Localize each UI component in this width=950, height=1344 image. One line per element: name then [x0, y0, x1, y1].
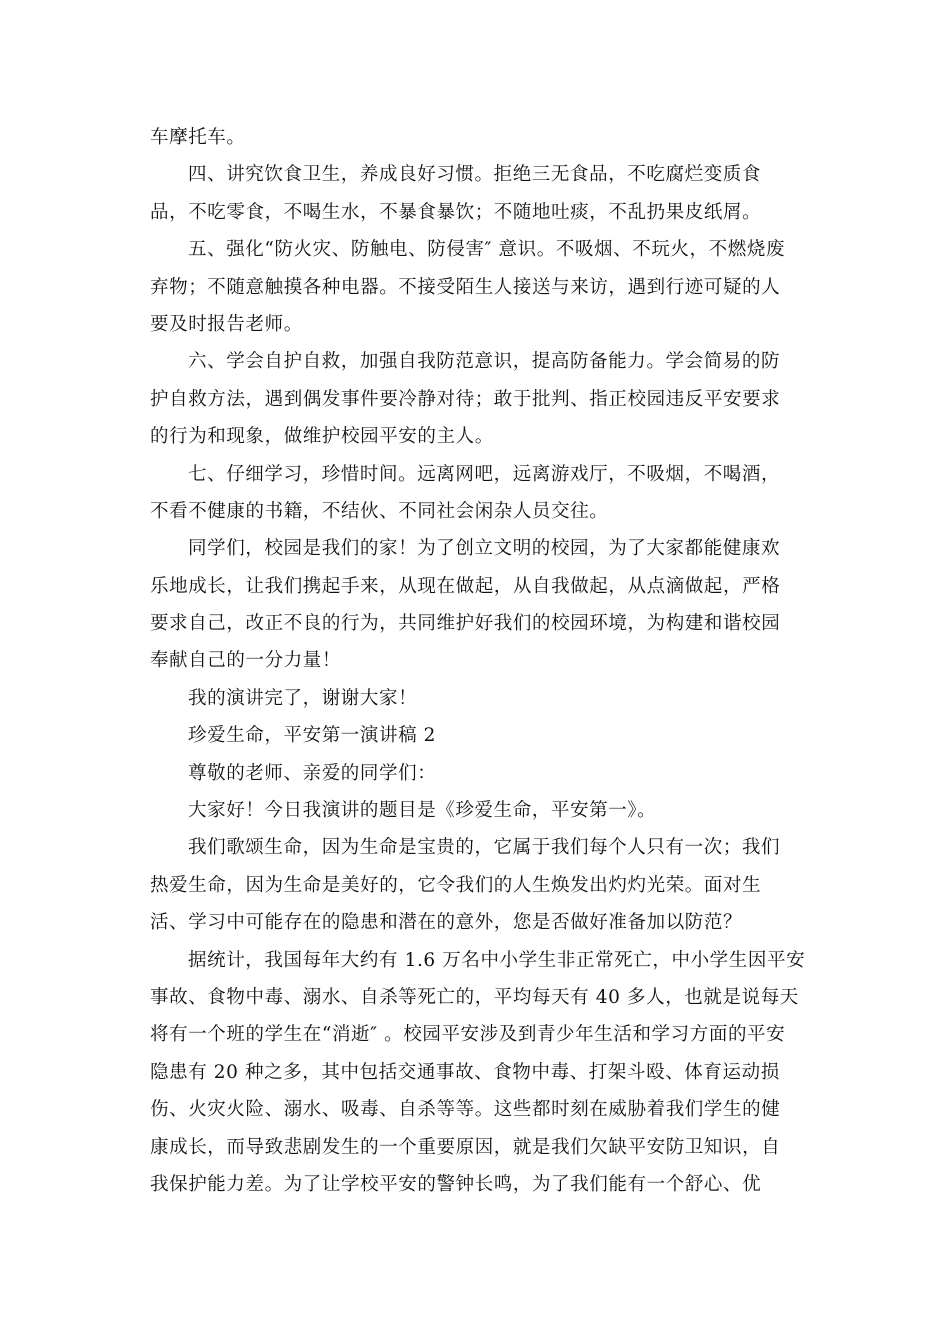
- text-line: 据统计，我国每年大约有 1.6 万名中小学生非正常死亡，中小学生因平安: [188, 949, 806, 971]
- text-line: 七、仔细学习，珍惜时间。远离网吧，远离游戏厅，不吸烟，不喝酒，: [188, 463, 781, 485]
- text-line: 我们歌颂生命，因为生命是宝贵的，它属于我们每个人只有一次；我们: [188, 837, 781, 859]
- text-line: 四、讲究饮食卫生，养成良好习惯。拒绝三无食品，不吃腐烂变质食: [188, 164, 762, 186]
- text-line: 康成长，而导致悲剧发生的一个重要原因，就是我们欠缺平安防卫知识，自: [150, 1136, 781, 1158]
- text-line: 将有一个班的学生在“消逝″ 。校园平安涉及到青少年生活和学习方面的平安: [150, 1024, 786, 1046]
- text-line: 事故、食物中毒、溺水、自杀等死亡的，平均每天有 40 多人，也就是说每天: [150, 986, 799, 1008]
- text-line: 护自救方法，遇到偶发事件要冷静对待；敢于批判、指正校园违反平安要求: [150, 388, 781, 410]
- text-line: 伤、火灾火险、溺水、吸毒、自杀等等。这些都时刻在威胁着我们学生的健: [150, 1099, 781, 1121]
- text-line: 隐患有 20 种之多，其中包括交通事故、食物中毒、打架斗殴、体育运动损: [150, 1061, 780, 1083]
- text-line: 车摩托车。: [150, 127, 246, 148]
- text-line: 大家好！今日我演讲的题目是《珍爱生命，平安第一》。: [188, 800, 657, 822]
- document-body: [150, 119, 806, 1203]
- text-line: 品，不吃零食，不喝生水，不暴食暴饮；不随地吐痰，不乱扔果皮纸屑。: [150, 201, 762, 223]
- text-line: 弃物；不随意触摸各种电器。不接受陌生人接送与来访，遇到行迹可疑的人: [150, 276, 781, 298]
- text-line: 要及时报告老师。: [150, 313, 303, 335]
- text-line: 奉献自己的一分力量！: [150, 650, 342, 672]
- text-line: 活、学习中可能存在的隐患和潜在的意外，您是否做好准备加以防范？: [150, 912, 743, 934]
- text-line: 热爱生命，因为生命是美好的，它令我们的人生焕发出灼灼光荣。面对生: [150, 874, 762, 896]
- salutation: 尊敬的老师、亲爱的同学们：: [188, 762, 437, 784]
- text-line: 同学们，校园是我们的家！为了创立文明的校园，为了大家都能健康欢: [188, 538, 781, 560]
- text-line: 我的演讲完了，谢谢大家！: [188, 687, 418, 709]
- text-line: 乐地成长，让我们携起手来，从现在做起，从自我做起，从点滴做起，严格: [150, 575, 781, 597]
- text-line: 不看不健康的书籍，不结伙、不同社会闲杂人员交往。: [150, 500, 609, 522]
- text-line: 六、学会自护自救，加强自我防范意识，提高防备能力。学会简易的防: [188, 351, 781, 373]
- text-line: 五、强化“防火灾、防触电、防侵害″ 意识。不吸烟、不玩火，不燃烧废: [188, 239, 786, 261]
- text-line: 的行为和现象，做维护校园平安的主人。: [150, 426, 494, 448]
- speech-title: 珍爱生命，平安第一演讲稿 2: [188, 725, 437, 747]
- text-line: 我保护能力差。为了让学校平安的警钟长鸣，为了我们能有一个舒心、优: [150, 1173, 762, 1195]
- text-line: 要求自己，改正不良的行为，共同维护好我们的校园环境，为构建和谐校园: [150, 613, 781, 635]
